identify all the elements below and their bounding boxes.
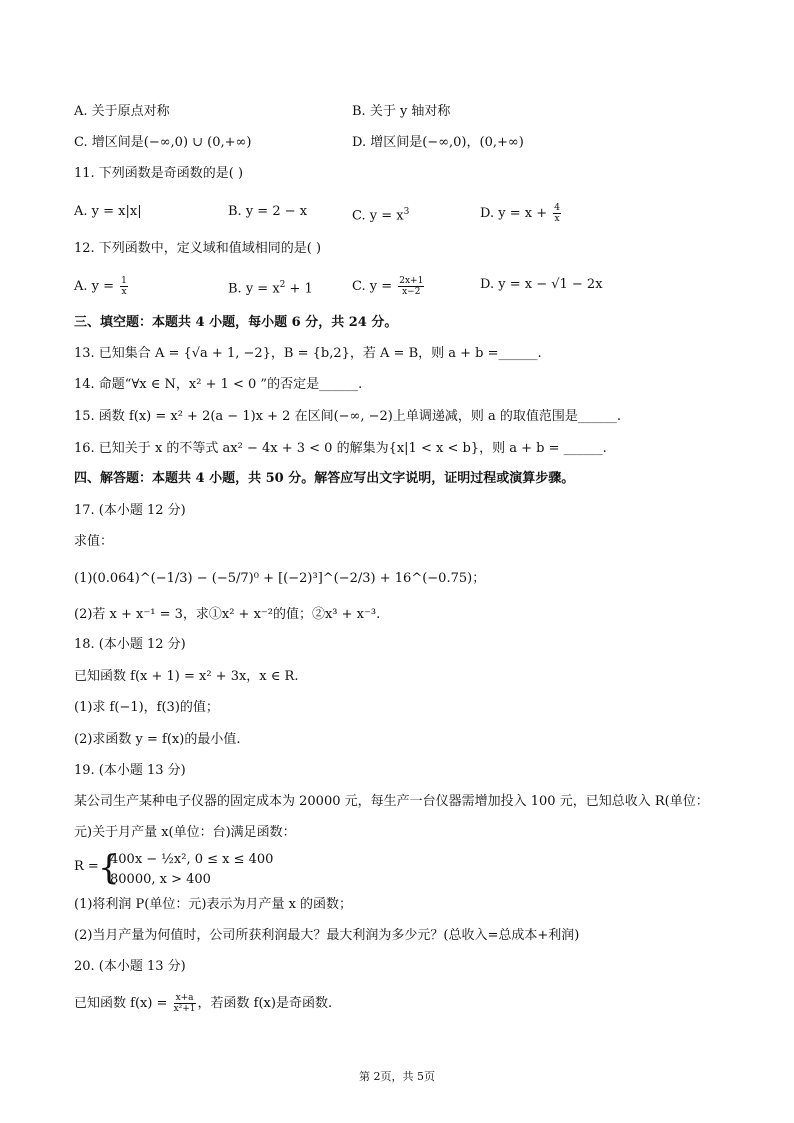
page-footer: 第 2页，共 5页 [359, 1070, 435, 1083]
q11-stem: 11. 下列函数是奇函数的是( ) [74, 166, 244, 181]
q18-part2: (2)求函数 y = f(x)的最小值. [74, 732, 241, 747]
q19-intro-line1: 某公司生产某种电子仪器的固定成本为 20000 元，每生产一台仪器需增加投入 100 元，已知总收入 R(单位： [74, 794, 709, 809]
q12-option-b: B. $y = x^2 + 1$ [228, 280, 313, 297]
piecewise-brace: { [98, 848, 120, 888]
q10-option-a: A. 关于原点对称 [74, 104, 170, 119]
q18-title: 18. (本小题 12 分) [74, 637, 186, 652]
q19-case1: 400x − ½x², 0 ≤ x ≤ 400 [110, 852, 274, 867]
q11-option-c: C. $y = x^3$ [352, 207, 410, 224]
q18-part1: (1)求 f(−1)，f(3)的值； [74, 700, 219, 715]
q20-title: 20. (本小题 13 分) [74, 959, 186, 974]
q15: 15. 函数 f(x) = x² + 2(a − 1)x + 2 在区间(−∞, −2)上单调递减，则 a 的取值范围是______. [74, 409, 622, 424]
q16: 16. 已知关于 x 的不等式 ax² − 4x + 3 < 0 的解集为{x|1 < x < b}，则 a + b = ______. [74, 441, 607, 456]
q17-part2: (2)若 x + x⁻¹ = 3，求①x² + x⁻²的值；②x³ + x⁻³. [74, 607, 381, 622]
q11-option-a: A. y = x|x| [74, 204, 142, 219]
q12-option-a: A. y = $\frac{1}{x}$ [74, 276, 127, 297]
q19-case2: 80000, x > 400 [110, 872, 211, 887]
q19-intro-line2: 元)关于月产量 x(单位：台)满足函数： [74, 825, 296, 840]
q13: 13. 已知集合 A = {√a + 1, −2}，B = {b,2}，若 A = B，则 a + b =______. [74, 346, 542, 361]
section-3-heading: 三、填空题：本题共 4 小题，每小题 6 分，共 24 分。 [74, 315, 398, 330]
q19-r-label: R = [74, 859, 99, 874]
q17-part1: (1)(0.064)^(−1/3) − (−5/7)⁰ + [(−2)³]^(−2/3) + 16^(−0.75)； [74, 571, 486, 586]
q19-title: 19. (本小题 13 分) [74, 763, 186, 778]
q11-option-d: D. y = x + $\frac{4}{x}$ [480, 203, 560, 224]
q10-option-b: B. 关于 y 轴对称 [352, 104, 451, 119]
q19-part1: (1)将利润 P(单位：元)表示为月产量 x 的函数； [74, 897, 353, 912]
q19-part2: (2)当月产量为何值时，公司所获利润最大？最大利润为多少元？(总收入=总成本+利润) [74, 928, 580, 943]
q10-option-c: C. 增区间是(−∞,0) ∪ (0,+∞) [74, 135, 252, 150]
q17-intro: 求值： [74, 534, 114, 549]
q11-option-b: B. y = 2 − x [228, 204, 308, 219]
q12-option-c: C. y = $\frac{2x+1}{x-2}$ [352, 276, 424, 297]
q12-stem: 12. 下列函数中，定义域和值域相同的是( ) [74, 241, 322, 256]
q17-title: 17. (本小题 12 分) [74, 503, 186, 518]
q20-intro: 已知函数 f(x) = $\frac{x+a}{\text{x²+1}}$ ，若函数 f(x)是奇函数. [74, 993, 333, 1014]
q18-intro: 已知函数 f(x + 1) = x² + 3x，x ∈ R. [74, 669, 299, 684]
q14: 14. 命题“∀x ∈ N，x² + 1 < 0 ”的否定是______. [74, 377, 363, 392]
q10-option-d: D. 增区间是(−∞,0)，(0,+∞) [352, 135, 524, 150]
section-4-heading: 四、解答题：本题共 4 小题，共 50 分。解答应写出文字说明，证明过程或演算步骤。 [74, 471, 575, 486]
q12-option-d: D. y = x − √1 − 2x [480, 277, 603, 292]
